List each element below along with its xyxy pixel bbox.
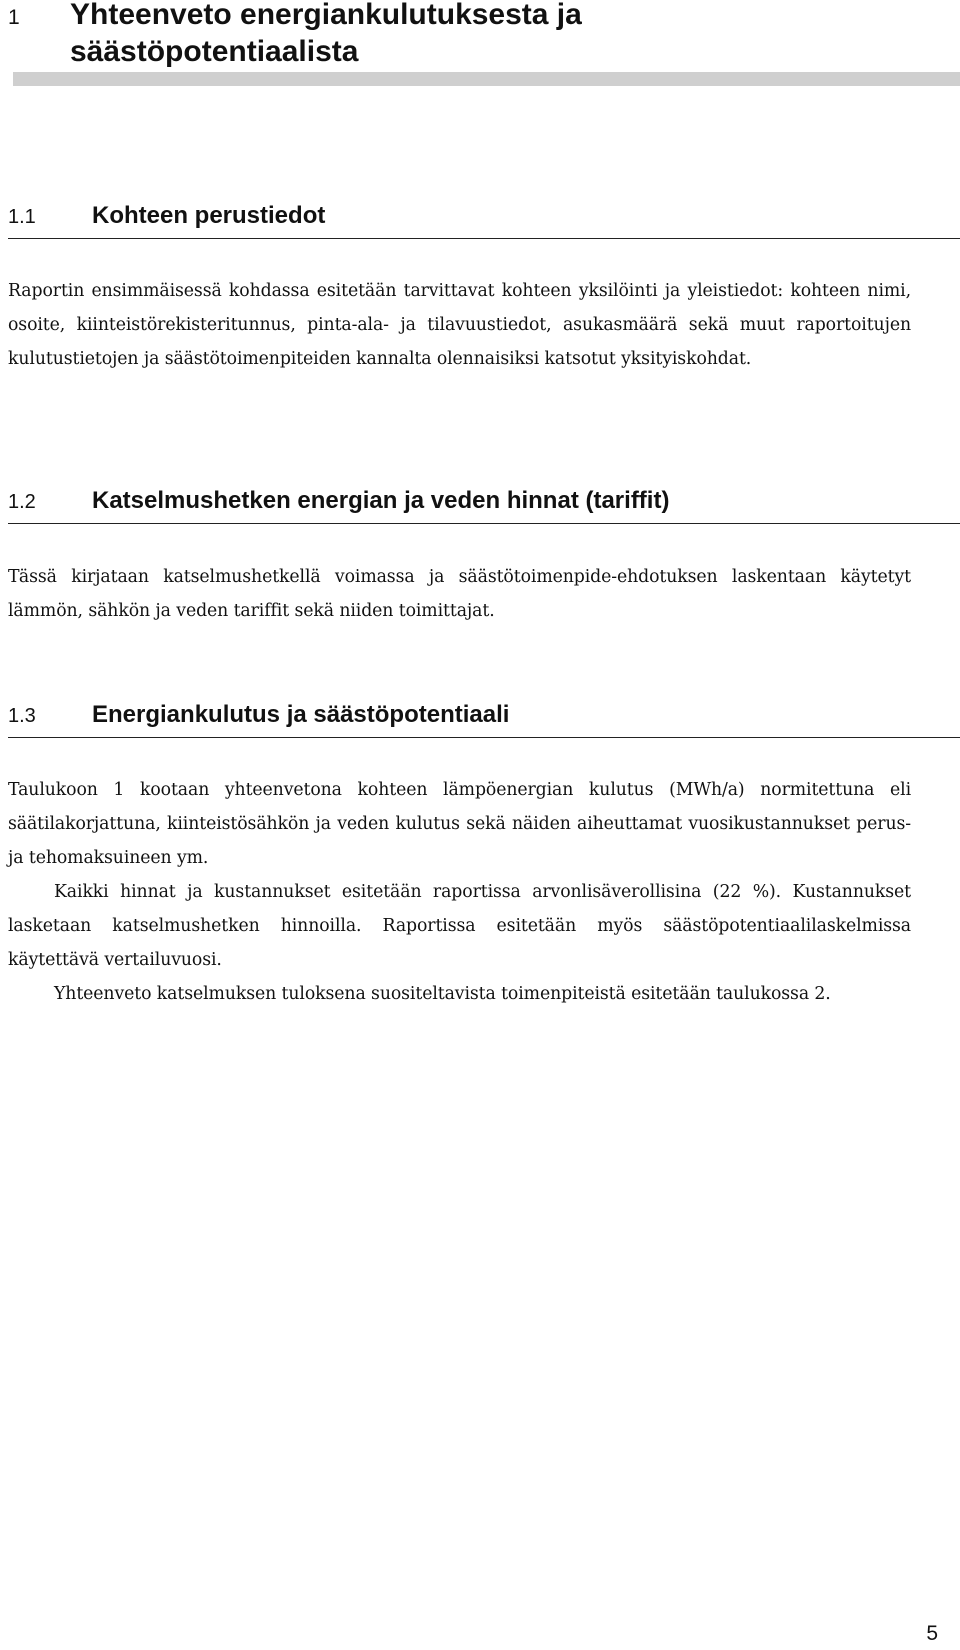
paragraph: Tässä kirjataan katselmushetkellä voimassa ja säästötoimenpide-ehdotuksen laskentaan käytetyt lämmön, sähkön ja veden tariffit sekä niiden toimittajat. xyxy=(8,567,911,621)
section-heading xyxy=(8,483,960,524)
chapter-heading xyxy=(8,0,938,86)
section-title: Katselmushetken energian ja veden hinnat (tariffit) xyxy=(92,487,670,514)
chapter-title: Yhteenveto energiankulutuksesta ja säästöpotentiaalista xyxy=(70,0,582,68)
chapter-number: 1 xyxy=(8,6,20,29)
section-1-1 xyxy=(8,198,960,376)
section-heading xyxy=(8,697,960,738)
section-number: 1.1 xyxy=(8,206,36,228)
paragraph: Raportin ensimmäisessä kohdassa esitetään tarvittavat kohteen yksilöinti ja yleistiedot: kohteen nimi, osoite, kiinteistörekisteritunnus, pinta-ala- ja tilavuustiedot, asukasmäärä sekä muut raportoitujen kulutustietojen ja säästötoimenpiteiden kannalta olennaisiksi katsotut yksityiskohdat. xyxy=(8,281,911,369)
paragraph: Kaikki hinnat ja kustannukset esitetään raportissa arvonlisäverollisina (22 %). Kustannukset lasketaan katselmushetken hinnoilla. Raportissa esitetään myös säästöpotentiaalilaskelmissa käytettävä vertailuvuosi. xyxy=(8,882,911,970)
section-1-2 xyxy=(8,483,960,628)
section-number: 1.2 xyxy=(8,491,36,513)
page-number: 5 xyxy=(926,1622,938,1645)
section-title: Energiankulutus ja säästöpotentiaali xyxy=(92,701,510,728)
chapter-rule xyxy=(13,72,960,86)
section-number: 1.3 xyxy=(8,705,36,727)
paragraph: Yhteenveto katselmuksen tuloksena suositeltavista toimenpiteistä esitetään taulukossa 2. xyxy=(54,984,831,1004)
section-1-3 xyxy=(8,697,960,1011)
section-heading xyxy=(8,198,960,239)
section-title: Kohteen perustiedot xyxy=(92,202,326,229)
paragraph: Taulukoon 1 kootaan yhteenvetona kohteen lämpöenergian kulutus (MWh/a) normitettuna eli säätilakorjattuna, kiinteistösähkön ja veden kulutus sekä näiden aiheuttamat vuosikustannukset perus- ja tehomaksuineen ym. xyxy=(8,780,911,868)
